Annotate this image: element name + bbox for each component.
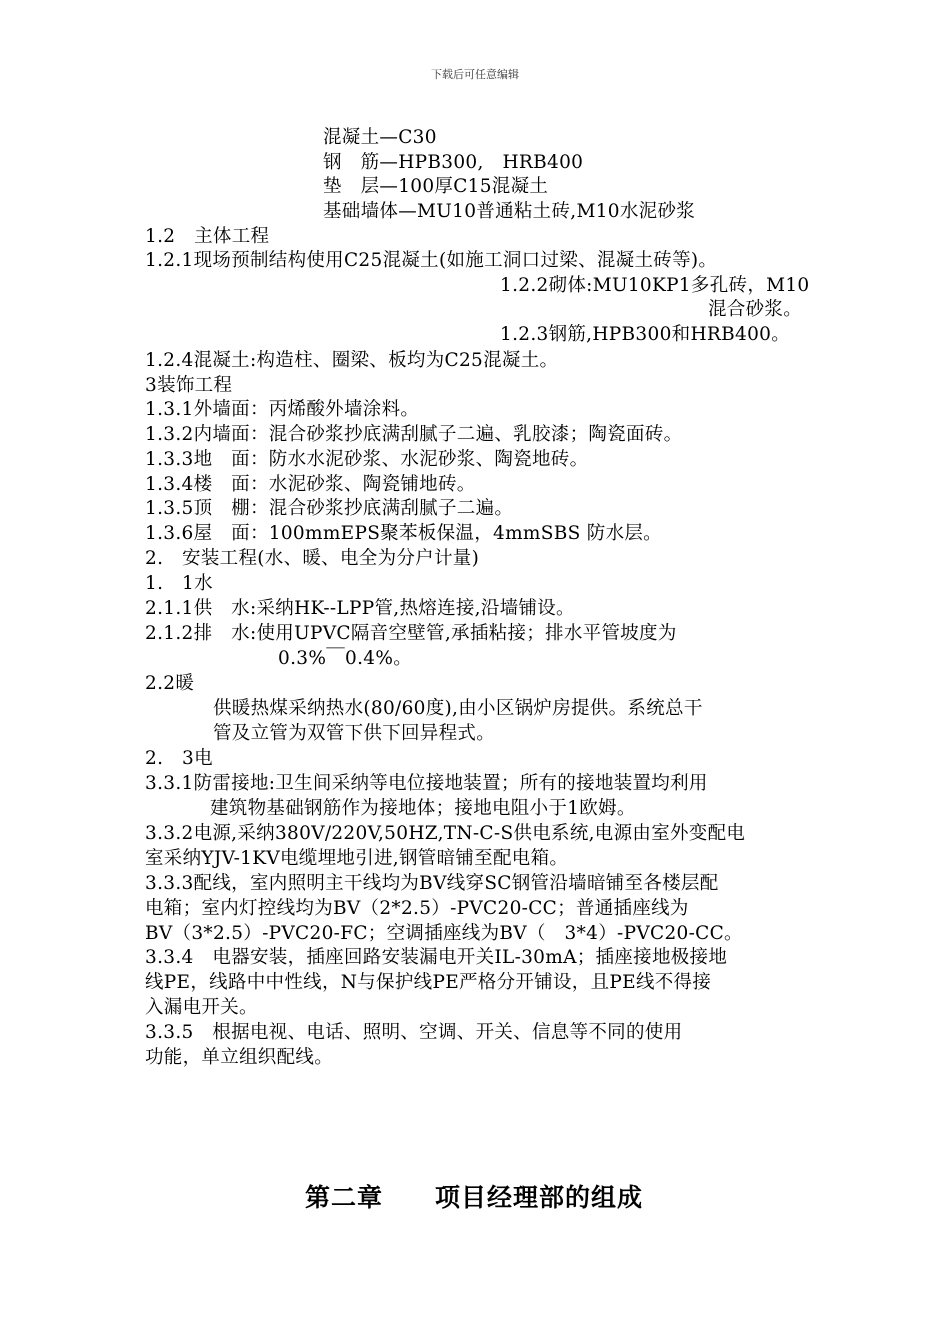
section-heading: 1. 1水 bbox=[145, 573, 213, 594]
text-line: 1.3.5顶 棚：混合砂浆抄底满刮腻子二遍。 bbox=[145, 498, 514, 519]
text-line: 混凝土—C30 bbox=[323, 127, 437, 148]
chapter-title: 第二章 项目经理部的组成 bbox=[305, 1183, 644, 1212]
text-line: 1.2.1现场预制结构使用C25混凝土(如施工洞口过梁、混凝土砖等)。 bbox=[145, 250, 718, 271]
section-heading: 2. 3电 bbox=[145, 748, 213, 769]
section-heading: 1.2 主体工程 bbox=[145, 226, 270, 247]
text-line: 1.3.4楼 面：水泥砂浆、陶瓷铺地砖。 bbox=[145, 474, 476, 495]
text-line: 3.3.3配线，室内照明主干线均为BV线穿SC钢管沿墙暗铺至各楼层配 bbox=[145, 873, 719, 894]
text-line: 3.3.5 根据电视、电话、照明、空调、开关、信息等不同的使用 bbox=[145, 1022, 683, 1043]
text-line: 电箱；室内灯控线均为BV（2*2.5）-PVC20-CC；普通插座线为 bbox=[145, 898, 689, 919]
text-line: 0.3%￣0.4%。 bbox=[278, 648, 412, 669]
text-line: 功能，单立组织配线。 bbox=[145, 1047, 334, 1068]
text-line: 垫 层—100厚C15混凝土 bbox=[323, 176, 549, 197]
text-line: 1.2.3钢筋,HPB300和HRB400。 bbox=[500, 324, 791, 345]
text-line: 管及立管为双管下供下回异程式。 bbox=[213, 723, 496, 744]
text-line: 混合砂浆。 bbox=[708, 299, 803, 320]
text-line: 3.3.2电源,采纳380V/220V,50HZ,TN-C-S供电系统,电源由室外变配电 bbox=[145, 823, 746, 844]
section-heading: 2. 安装工程(水、暖、电全为分户计量) bbox=[145, 548, 480, 569]
text-line: 基础墙体—MU10普通粘土砖,M10水泥砂浆 bbox=[323, 201, 696, 222]
page-header-note: 下载后可任意编辑 bbox=[431, 68, 519, 81]
text-line: 室采纳YJV-1KV电缆埋地引进,钢管暗铺至配电箱。 bbox=[145, 848, 569, 869]
text-line: 3.3.1防雷接地:卫生间采纳等电位接地装置；所有的接地装置均利用 bbox=[145, 773, 708, 794]
section-heading: 3装饰工程 bbox=[145, 375, 233, 396]
text-line: 钢 筋—HPB300, HRB400 bbox=[323, 152, 584, 173]
text-line: 1.3.1外墙面：丙烯酸外墙涂料。 bbox=[145, 399, 420, 420]
text-line: 1.2.2砌体:MU10KP1多孔砖，M10 bbox=[500, 275, 810, 296]
text-line: 1.3.3地 面：防水水泥砂浆、水泥砂浆、陶瓷地砖。 bbox=[145, 449, 589, 470]
text-line: 3.3.4 电器安装，插座回路安装漏电开关IL-30mA；插座接地极接地 bbox=[145, 947, 728, 968]
section-heading: 2.2暖 bbox=[145, 673, 195, 694]
text-line: 入漏电开关。 bbox=[145, 997, 258, 1018]
text-line: 线PE，线路中中性线，N与保护线PE严格分开铺设，且PE线不得接 bbox=[145, 972, 712, 993]
text-line: 建筑物基础钢筋作为接地体；接地电阻小于1欧姆。 bbox=[210, 798, 636, 819]
text-line: 1.3.6屋 面：100mmEPS聚苯板保温，4mmSBS 防水层。 bbox=[145, 523, 662, 544]
text-line: 1.3.2内墙面：混合砂浆抄底满刮腻子二遍、乳胶漆；陶瓷面砖。 bbox=[145, 424, 683, 445]
text-line: 供暖热煤采纳热水(80/60度),由小区锅炉房提供。系统总干 bbox=[213, 698, 703, 719]
text-line: BV（3*2.5）-PVC20-FC；空调插座线为BV（ 3*4）-PVC20-CC。 bbox=[145, 923, 743, 944]
text-line: 2.1.2排 水:使用UPVC隔音空壁管,承插粘接；排水平管坡度为 bbox=[145, 623, 677, 644]
text-line: 2.1.1供 水:采纳HK--LPP管,热熔连接,沿墙铺设。 bbox=[145, 598, 575, 619]
text-line: 1.2.4混凝土:构造柱、圈梁、板均为C25混凝土。 bbox=[145, 350, 559, 371]
